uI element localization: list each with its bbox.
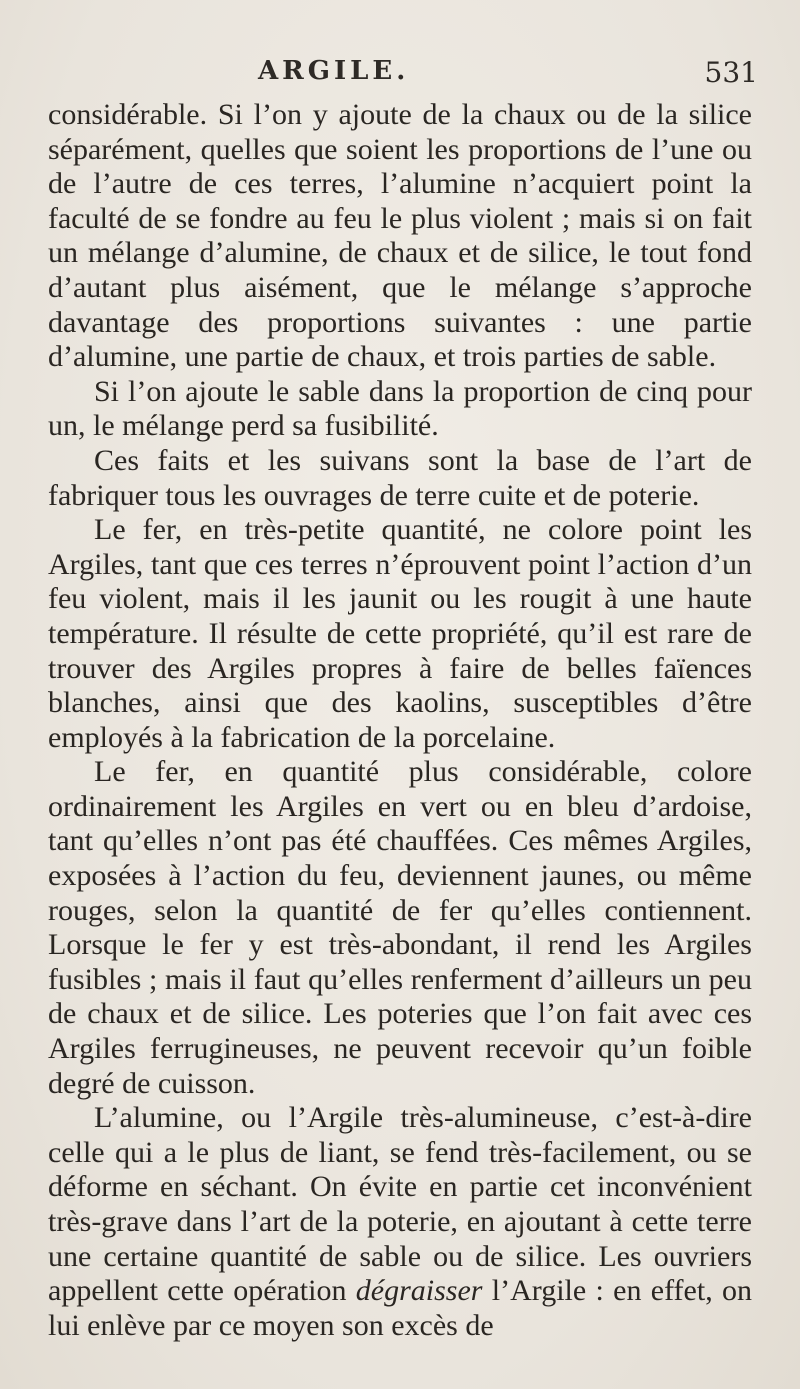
paragraph-6-italic-term: dégraisser xyxy=(355,1274,483,1308)
page-header xyxy=(0,56,800,96)
paragraph-4: Le fer, en très-petite quantité, ne colore point les Argiles, tant que ces terres n’éprouvent point l’action d’un feu violent, mais il les jaunit ou les rougit à une haute température. Il résulte de cette propriété, qu’il est rare de trouver des Argiles propres à faire de belles faïences blanches, ainsi que des kaolins, susceptibles d’être employés à la fabrication de la porcelaine. xyxy=(48,513,752,754)
running-title: ARGILE. xyxy=(258,56,410,86)
paragraph-1: considérable. Si l’on y ajoute de la chaux ou de la silice séparément, quelles que soient les proportions de l’une ou de l’autre de ces terres, l’alumine n’acquiert point la faculté de se fondre au feu le plus violent ; mais si on fait un mélange d’alumine, de chaux et de silice, le tout fond d’autant plus aisément, que le mélange s’approche davantage des proportions suivantes : une partie d’alumine, une partie de chaux, et trois parties de sable. xyxy=(48,98,752,374)
paragraph-6 xyxy=(48,1101,752,1343)
body-text xyxy=(48,98,752,1343)
paragraph-2: Si l’on ajoute le sable dans la proportion de cinq pour un, le mélange perd sa fusibilité. xyxy=(48,374,752,443)
paragraph-6-text-before: L’alumine, ou l’Argile très-alumineuse, c’est-à-dire celle qui a le plus de liant, se fend très-facilement, ou se déforme en séchant. On évite en partie cet inconvénient très-grave dans l’art de la poterie, en ajoutant à cette terre une certaine quantité de sable ou de silice. Les ouvriers appellent cette opération xyxy=(48,1101,752,1308)
paragraph-6-text-after: l’Argile : en effet, on lui enlève par ce moyen son excès de xyxy=(48,1274,752,1342)
paragraph-3: Ces faits et les suivans sont la base de l’art de fabriquer tous les ouvrages de terre cuite et de poterie. xyxy=(48,443,752,512)
paragraph-5: Le fer, en quantité plus considérable, colore ordinairement les Argiles en vert ou en bleu d’ardoise, tant qu’elles n’ont pas été chauffées. Ces mêmes Argiles, exposées à l’action du feu, deviennent jaunes, ou même rouges, selon la quantité de fer qu’elles contiennent. Lorsque le fer y est très-abondant, il rend les Argiles fusibles ; mais il faut qu’elles renferment d’ailleurs un peu de chaux et de silice. Les poteries que l’on fait avec ces Argiles ferrugineuses, ne peuvent recevoir qu’un foible degré de cuisson. xyxy=(48,755,752,1100)
page-number: 531 xyxy=(704,56,758,89)
